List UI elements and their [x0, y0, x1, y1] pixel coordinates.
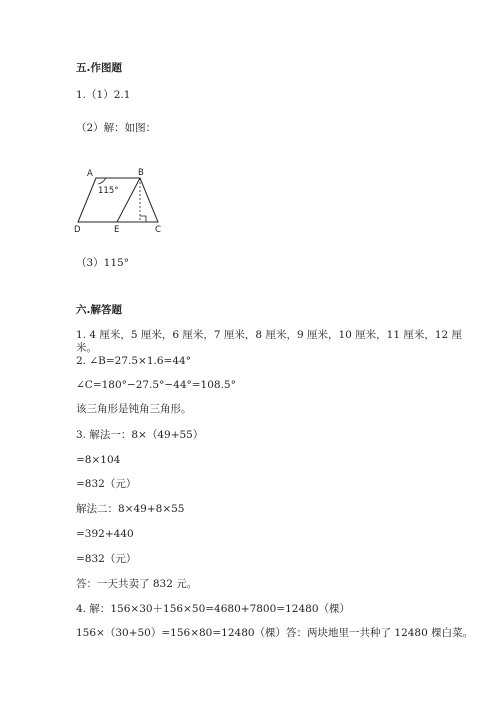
- answer-line: 该三角形是钝角三角形。: [76, 403, 192, 415]
- segment-be: [117, 178, 140, 222]
- answer-5-3: （3）115°: [76, 257, 129, 269]
- vertex-e-label: E: [114, 225, 120, 232]
- answer-line: 米。: [76, 342, 97, 354]
- answer-5-1: 1.（1）2.1: [76, 89, 131, 101]
- answer-line: =832（元）: [76, 478, 137, 490]
- vertex-d-label: D: [74, 225, 81, 232]
- answer-5-2: （2）解：如图：: [76, 122, 157, 134]
- answer-line: 4. 解：156×30＋156×50=4680+7800=12480（棵）: [76, 603, 350, 615]
- trapezoid-figure: [70, 162, 180, 232]
- answer-line: =392+440: [76, 528, 134, 540]
- answer-line: =832（元）: [76, 553, 137, 565]
- vertex-b-label: B: [138, 168, 144, 178]
- answer-line: 2. ∠B=27.5×1.6=44°: [76, 355, 191, 367]
- vertex-c-label: C: [155, 225, 161, 232]
- answer-line: 3. 解法一：8×（49+55）: [76, 429, 204, 441]
- answer-line: ∠C=180°−27.5°−44°=108.5°: [76, 379, 236, 391]
- right-angle-mark: [140, 216, 146, 222]
- answer-line: 解法二：8×49+8×55: [76, 503, 185, 515]
- trapezoid-outline: [78, 178, 158, 222]
- section-6-title: 六.解答题: [76, 304, 122, 316]
- answer-line: 1. 4 厘米，5 厘米，6 厘米，7 厘米，8 厘米，9 厘米，10 厘米，11 厘米，12 厘: [76, 329, 463, 341]
- section-5-title: 五.作图题: [76, 62, 122, 74]
- vertex-a-label: A: [87, 169, 93, 179]
- angle-arc: [98, 178, 106, 184]
- answer-line: 答：一天共卖了 832 元。: [76, 578, 198, 590]
- answer-line: 156×（30+50）=156×80=12480（棵）答：两块地里一共种了 12480 棵白菜。: [76, 627, 474, 639]
- angle-label: 115°: [98, 186, 119, 196]
- answer-line: =8×104: [76, 454, 121, 466]
